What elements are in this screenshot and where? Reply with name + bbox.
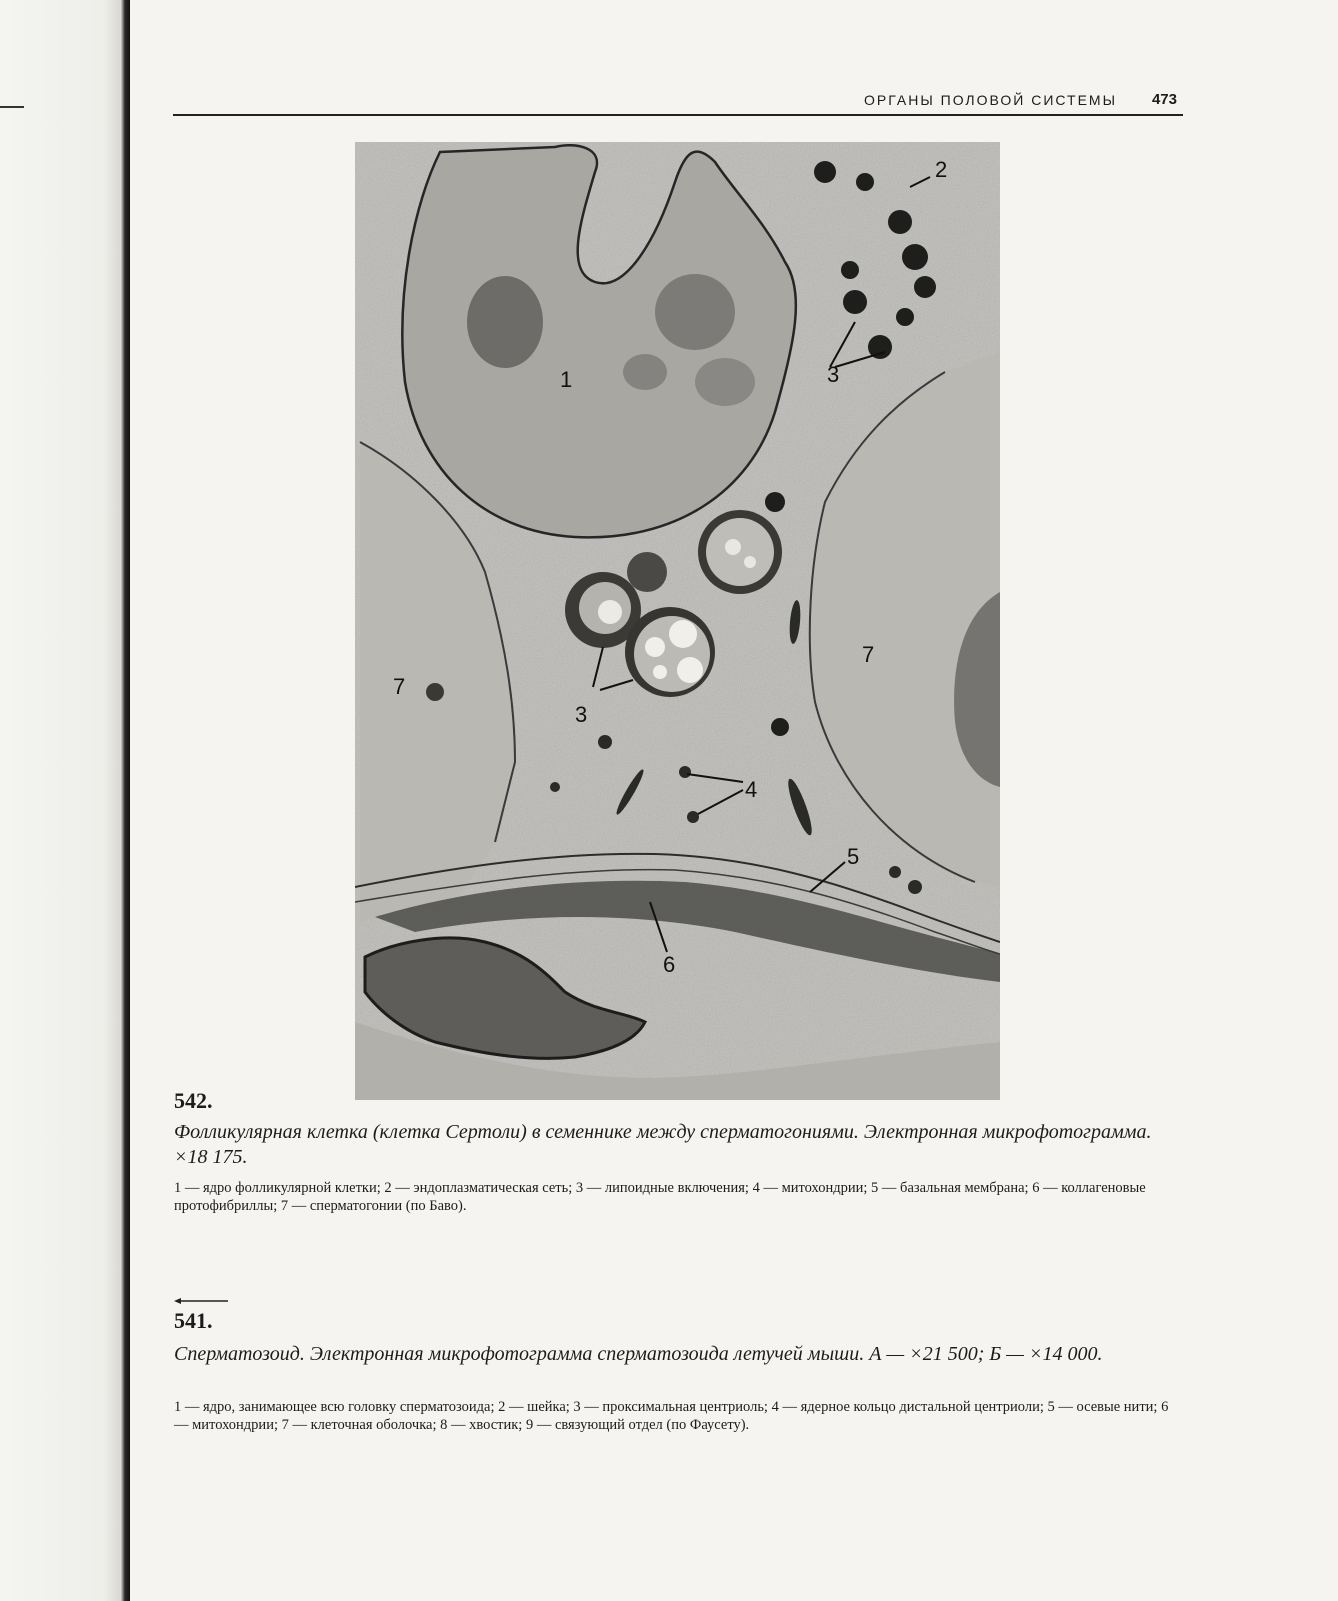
running-header: [173, 90, 1183, 116]
figure-541-legend: 1 — ядро, занимающее всю головку сперматозоида; 2 — шейка; 3 — проксимальная центриоль; 4 — ядерное кольцо дистальной центриоли; 5 — осевые нити; 6 — митохондрии; 7 — клеточная оболочка; 8 — хвостик; 9 — связующий отдел (по Фаусету).: [174, 1399, 1169, 1433]
micrograph-label-3-upper: 3: [827, 362, 840, 387]
book-gutter: [0, 0, 130, 1601]
electron-micrograph: [355, 142, 1000, 1100]
gutter-mark: [0, 106, 24, 108]
micrograph-label-3-lower: 3: [575, 702, 588, 727]
micrograph-label-5: 5: [847, 844, 860, 869]
micrograph-label-7-right: 7: [862, 642, 875, 667]
figure-542-title: Фолликулярная клетка (клетка Сертоли) в семеннике между сперматогониями. Электронная микрофотограмма. ×18 175.: [174, 1121, 1152, 1168]
figure-542-legend: 1 — ядро фолликулярной клетки; 2 — эндоплазматическая сеть; 3 — липоидные включения; 4 — митохондрии; 5 — базальная мембрана; 6 — коллагеновые протофибриллы; 7 — сперматогонии (по Баво).: [174, 1180, 1146, 1214]
page-number: 473: [1151, 91, 1177, 108]
micrograph-label-6: 6: [663, 952, 676, 977]
micrograph-label-1: 1: [560, 367, 573, 392]
figure-541-title: Сперматозоид. Электронная микрофотограмма сперматозоида летучей мыши. А — ×21 500; Б — ×14 000.: [174, 1343, 1103, 1365]
micrograph-label-4: 4: [745, 777, 758, 802]
micrograph-label-2: 2: [935, 157, 948, 182]
arrow-left-icon: [174, 1293, 230, 1303]
figure-542-number: 542.: [174, 1088, 213, 1113]
micrograph-label-7-left: 7: [393, 674, 406, 699]
running-header-title: ОРГАНЫ ПОЛОВОЙ СИСТЕМЫ: [864, 92, 1117, 108]
figure-541-number: 541.: [174, 1308, 213, 1333]
